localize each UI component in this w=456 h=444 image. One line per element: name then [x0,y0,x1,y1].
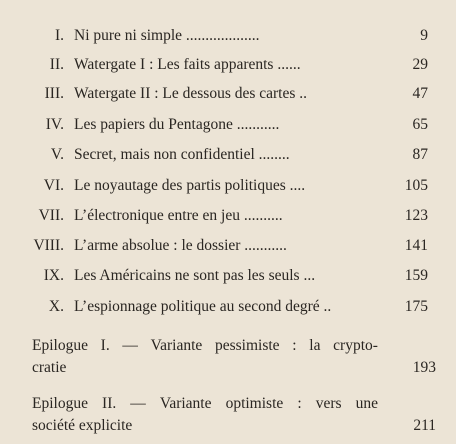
toc-entry [0,204,456,228]
chapter-title: Les papiers du Pentagone ........... [74,116,280,133]
page-number: 9 [420,27,428,44]
chapter-number: X. [48,298,64,315]
epilogue-entry [32,393,436,437]
toc-entry [0,82,456,106]
toc-entry [0,24,456,48]
chapter-number: VIII. [33,237,64,254]
page-number: 47 [412,85,428,102]
toc-entry [0,143,456,167]
chapter-title: Le noyautage des partis politiques .... [74,177,306,194]
toc-entry [0,174,456,198]
toc-entry [0,113,456,137]
chapter-title: Ni pure ni simple ................... [74,27,260,44]
chapter-number: VI. [43,177,64,194]
chapter-title: L’espionnage politique au second degré .. [74,298,332,315]
page-number: 29 [412,56,428,73]
chapter-title: Les Américains ne sont pas les seuls ... [74,267,316,284]
page-number: 211 [413,417,436,434]
chapter-number: IX. [43,267,64,284]
page-number: 175 [404,298,428,315]
chapter-number: I. [54,27,64,44]
chapter-number: VII. [38,207,64,224]
chapter-title: Secret, mais non confidentiel ........ [74,146,290,163]
chapter-title: L’électronique entre en jeu .......... [74,207,283,224]
toc-entry [0,264,456,288]
chapter-number: V. [50,146,64,163]
page-number: 87 [412,146,428,163]
chapter-number: II. [49,56,64,73]
chapter-title: Watergate II : Le dessous des cartes .. [74,85,308,102]
epilogue-title-continuation: cratie 193 [32,357,432,379]
page-number: 141 [404,237,428,254]
chapter-number: IV. [45,116,64,133]
epilogue-title-line: Epilogue I. — Variante pessimiste : la crypto- [32,337,378,354]
toc-entry [0,234,456,258]
toc-entry [0,53,456,77]
epilogue-title-continuation: société explicite 211 [32,415,432,437]
page-number: 105 [404,177,428,194]
chapter-title: Watergate I : Les faits apparents ...... [74,56,301,73]
epilogue-title-line: Epilogue II. — Variante optimiste : vers une [32,395,378,412]
chapter-number: III. [44,85,64,102]
toc-entry [0,295,456,319]
page-number: 159 [404,267,428,284]
epilogue-entry [32,335,436,379]
chapter-title: L’arme absolue : le dossier ........... [74,237,287,254]
page-number: 193 [412,359,436,376]
page-number: 123 [404,207,428,224]
page-number: 65 [412,116,428,133]
